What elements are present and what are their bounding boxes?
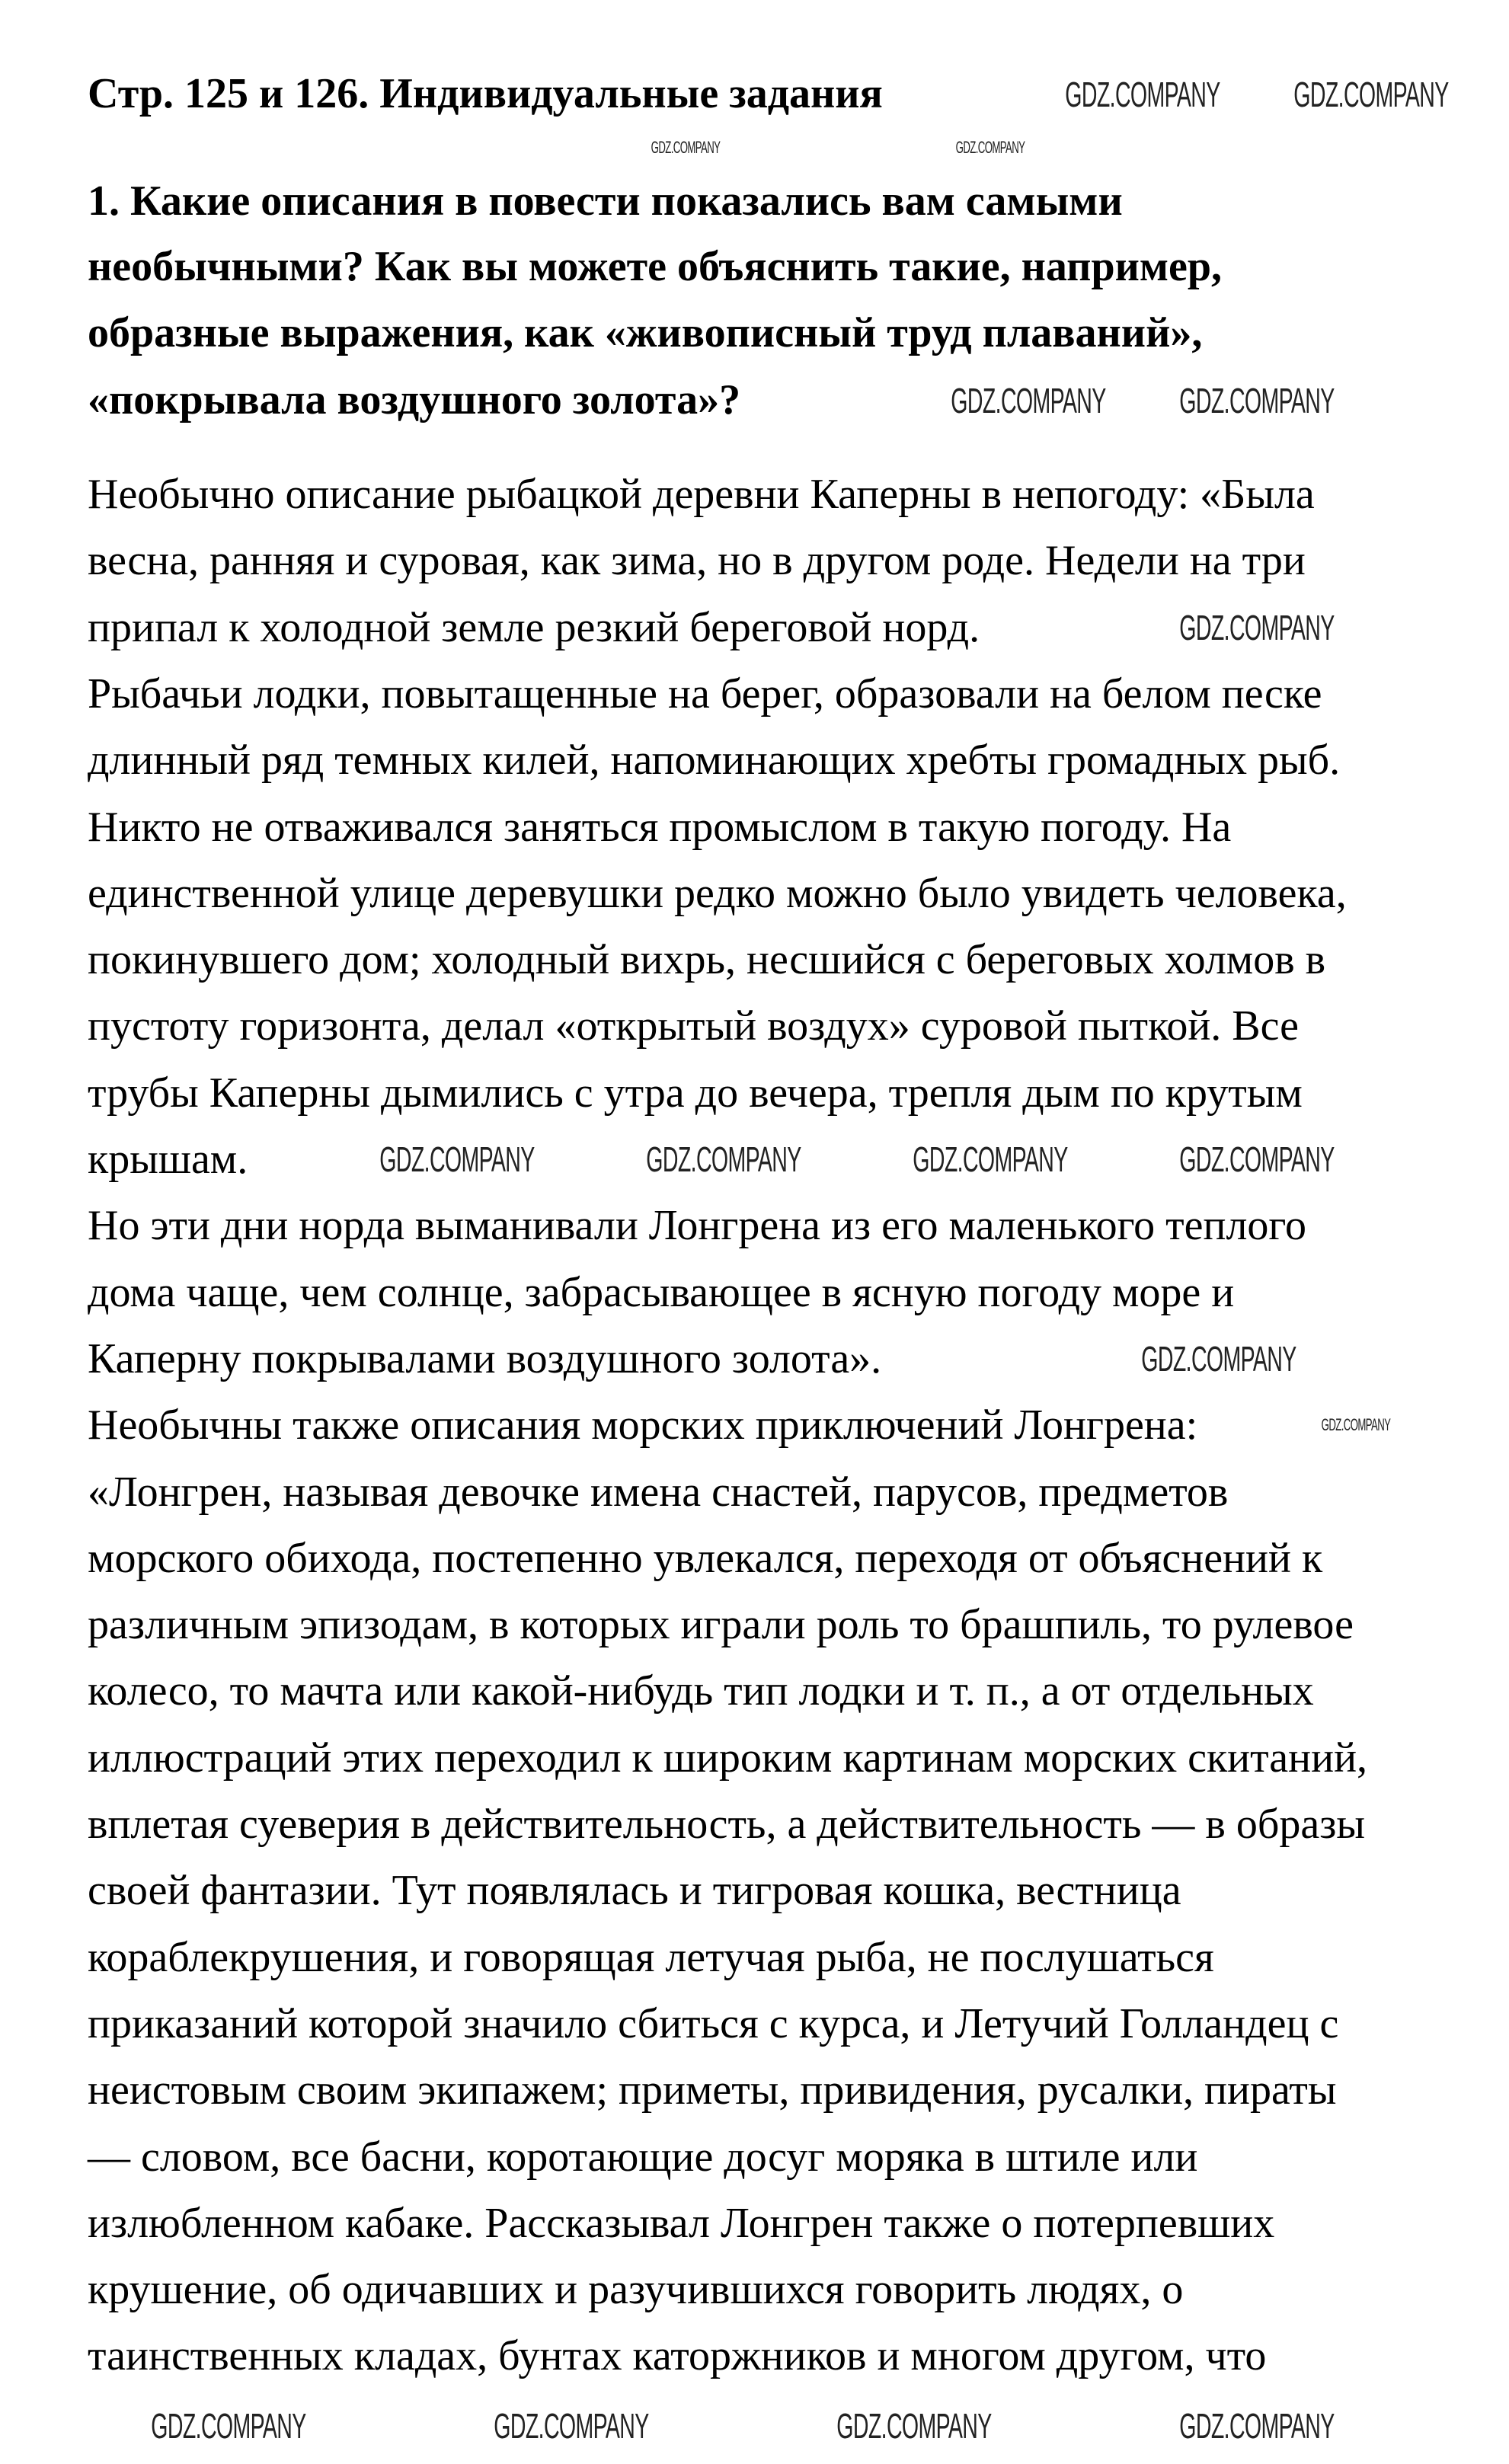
watermark: GDZ.COMPANY xyxy=(1179,381,1335,420)
answer-line: неистовым своим экипажем; приметы, привидения, русалки, пираты xyxy=(88,2066,1337,2114)
answer-line: Необычно описание рыбацкой деревни Каперны в непогоду: «Была xyxy=(88,471,1315,518)
answer-line: Необычны также описания морских приключений Лонгрена: xyxy=(88,1401,1198,1449)
answer-line: колесо, то мачта или какой-нибудь тип лодки и т. п., а от отдельных xyxy=(88,1667,1314,1715)
answer-line: Рыбачьи лодки, повытащенные на берег, образовали на белом песке xyxy=(88,670,1322,717)
answer-line: припал к холодной земле резкий береговой норд. xyxy=(88,603,980,651)
answer-line: крушение, об одичавших и разучившихся говорить людях, о xyxy=(88,2266,1184,2314)
watermark: GDZ.COMPANY xyxy=(1179,607,1335,647)
watermark: GDZ.COMPANY xyxy=(955,138,1025,157)
answer-line: различным эпизодам, в которых играли роль то брашпиль, то рулевое xyxy=(88,1601,1354,1649)
answer-line: излюбленном кабаке. Рассказывал Лонгрен также о потерпевших xyxy=(88,2199,1275,2247)
watermark: GDZ.COMPANY xyxy=(1065,75,1220,114)
watermark: GDZ.COMPANY xyxy=(151,2406,306,2446)
answer-line: единственной улице деревушки редко можно было увидеть человека, xyxy=(88,869,1347,917)
answer-line: Но эти дни норда выманивали Лонгрена из его маленького теплого xyxy=(88,1202,1306,1250)
question-line: 1. Какие описания в повести показались вам самыми xyxy=(88,177,1123,225)
watermark: GDZ.COMPANY xyxy=(646,1139,801,1179)
answer-line: длинный ряд темных килей, напоминающих хребты громадных рыб. xyxy=(88,737,1341,785)
watermark: GDZ.COMPANY xyxy=(951,381,1106,420)
answer-line: дома чаще, чем солнце, забрасывающее в ясную погоду море и xyxy=(88,1268,1235,1316)
question-line: образные выражения, как «живописный труд плаваний», xyxy=(88,309,1203,356)
watermark: GDZ.COMPANY xyxy=(913,1139,1068,1179)
answer-line: трубы Каперны дымились с утра до вечера, трепля дым по крутым xyxy=(88,1069,1303,1117)
answer-line: весна, ранняя и суровая, как зима, но в другом роде. Недели на три xyxy=(88,537,1306,585)
watermark: GDZ.COMPANY xyxy=(1141,1338,1296,1379)
watermark: GDZ.COMPANY xyxy=(651,138,721,157)
answer-line: приказаний которой значило сбиться с курса, и Летучий Голландец с xyxy=(88,1999,1339,2047)
answer-line: иллюстраций этих переходил к широким картинам морских скитаний, xyxy=(88,1734,1368,1782)
question-line: «покрывала воздушного золота»? xyxy=(88,376,741,423)
answer-line: «Лонгрен, называя девочке имена снастей, парусов, предметов xyxy=(88,1468,1229,1516)
answer-line: кораблекрушения, и говорящая летучая рыба, не послушаться xyxy=(88,1933,1214,1981)
answer-line: таинственных кладах, бунтах каторжников и многом другом, что xyxy=(88,2332,1267,2380)
answer-line: морского обихода, постепенно увлекался, переходя от объяснений к xyxy=(88,1534,1323,1582)
answer-line: Никто не отваживался заняться промыслом в такую погоду. На xyxy=(88,803,1232,851)
answer-line: пустоту горизонта, делал «открытый воздух» суровой пыткой. Все xyxy=(88,1002,1300,1050)
answer-line: вплетая суеверия в действительность, а действительность — в образы xyxy=(88,1801,1365,1848)
watermark: GDZ.COMPANY xyxy=(379,1139,535,1179)
page-heading: Стр. 125 и 126. Индивидуальные задания xyxy=(88,70,883,117)
answer-line: покинувшего дом; холодный вихрь, несшийся с береговых холмов в xyxy=(88,936,1326,984)
watermark: GDZ.COMPANY xyxy=(494,2406,649,2446)
answer-line: — словом, все басни, коротающие досуг моряка в штиле или xyxy=(88,2133,1198,2181)
question-line: необычными? Как вы можете объяснить такие, например, xyxy=(88,243,1223,290)
watermark: GDZ.COMPANY xyxy=(836,2406,992,2446)
answer-line: своей фантазии. Тут появлялась и тигровая кошка, вестница xyxy=(88,1867,1181,1915)
watermark: GDZ.COMPANY xyxy=(1179,2406,1335,2446)
watermark: GDZ.COMPANY xyxy=(1293,75,1449,114)
watermark: GDZ.COMPANY xyxy=(1179,1139,1335,1179)
watermark: GDZ.COMPANY xyxy=(1321,1415,1391,1435)
answer-line: крышам. xyxy=(88,1136,248,1183)
answer-line: Каперну покрывалами воздушного золота». xyxy=(88,1334,882,1382)
